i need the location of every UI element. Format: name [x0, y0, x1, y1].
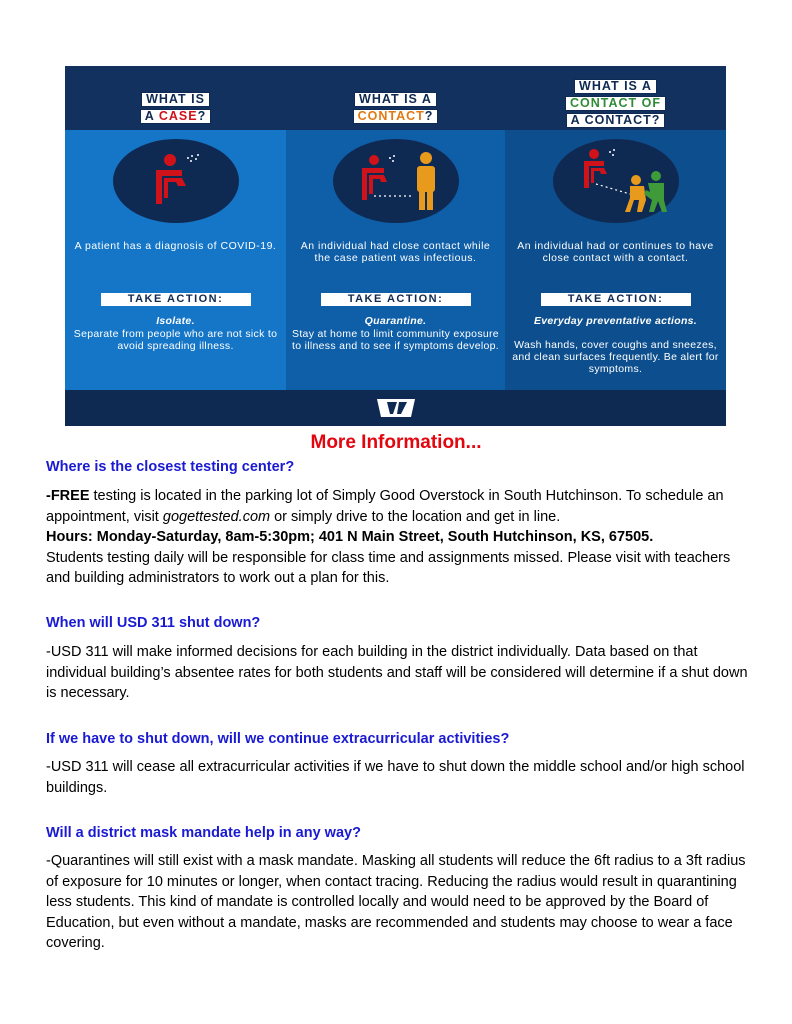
- faq-answer-shut-down: -USD 311 will make informed decisions for each building in the district individually. Data based on that individual building’s absentee rates for both students and staff will be considered will determine if a shut down is necessary.: [46, 644, 748, 701]
- more-information-title: More Information...: [310, 432, 482, 453]
- contact-of-contact-take-action: TAKE ACTION:: [541, 293, 691, 306]
- case-action-title: Isolate.: [156, 315, 195, 327]
- faq-question-testing-center: Where is the closest testing center?: [46, 459, 295, 475]
- sneezing-person-icon: [112, 138, 240, 224]
- case-take-action: TAKE ACTION:: [101, 293, 251, 306]
- faq-question-extracurricular: If we have to shut down, will we continue extracurricular activities?: [46, 731, 510, 747]
- faq-question-mask-mandate: Will a district mask mandate help in any way?: [46, 825, 361, 841]
- contact-of-contact-action-text: Wash hands, cover coughs and sneezes, and clean surfaces frequently. Be alert for symptoms.: [512, 339, 719, 375]
- contact-of-contact-action-title: Everyday preventative actions.: [533, 315, 698, 327]
- case-description: A patient has a diagnosis of COVID-19.: [74, 240, 277, 252]
- contact-action-text: Stay at home to limit community exposure to illness and to see if symptoms develop.: [292, 328, 499, 352]
- contact-action-title: Quarantine.: [364, 315, 427, 327]
- contact-people-icon: [332, 138, 460, 224]
- contact-question: WHAT IS A CONTACT?: [286, 91, 505, 125]
- contact-of-contact-description: An individual had or continues to have close contact with a contact.: [517, 240, 714, 264]
- faq-answer-testing-center: -FREE testing is located in the parking lot of Simply Good Overstock in South Hutchinson. To schedule an appointment, visit gogettested.com or simply drive to the location and get in line. Hours: Monday-Saturday, 8am-5:30pm; 401 N Main Street, South Hutchinson, KS, 67505. Students testing daily will be responsible for class time and assignments missed. Please visit with teachers and building administrators to work out a plan for this.: [46, 488, 731, 586]
- health-department-logo-icon: [375, 397, 417, 419]
- contact-of-contact-column: [505, 66, 726, 426]
- gogettested-link[interactable]: gogettested.com: [162, 508, 271, 525]
- contact-column: [286, 66, 505, 426]
- covid-infographic: [65, 66, 726, 426]
- contact-take-action: TAKE ACTION:: [321, 293, 471, 306]
- contact-chain-icon: [552, 138, 680, 224]
- case-question: WHAT IS A CASE?: [65, 91, 286, 125]
- faq-question-shut-down: When will USD 311 shut down?: [46, 615, 261, 631]
- case-column: [65, 66, 286, 426]
- contact-description: An individual had close contact while the case patient was infectious.: [300, 240, 491, 264]
- contact-of-contact-question: WHAT IS A CONTACT OF A CONTACT?: [505, 78, 726, 129]
- faq-answer-mask-mandate: -Quarantines will still exist with a mask mandate. Masking all students will reduce the 6ft radius to a 3ft radius of exposure for 10 minutes or longer, when contact tracing. Reducing the radius would result in quarantining less students. This kind of mandate is controlled locally and would need to be approved by the Board of Education, but even without a mandate, masks are recommended and students may choose to wear a face covering.: [46, 853, 746, 951]
- case-action-text: Separate from people who are not sick to avoid spreading illness.: [73, 328, 278, 352]
- faq-answer-extracurricular: -USD 311 will cease all extracurricular activities if we have to shut down the middle school and/or high school buildings.: [46, 759, 745, 796]
